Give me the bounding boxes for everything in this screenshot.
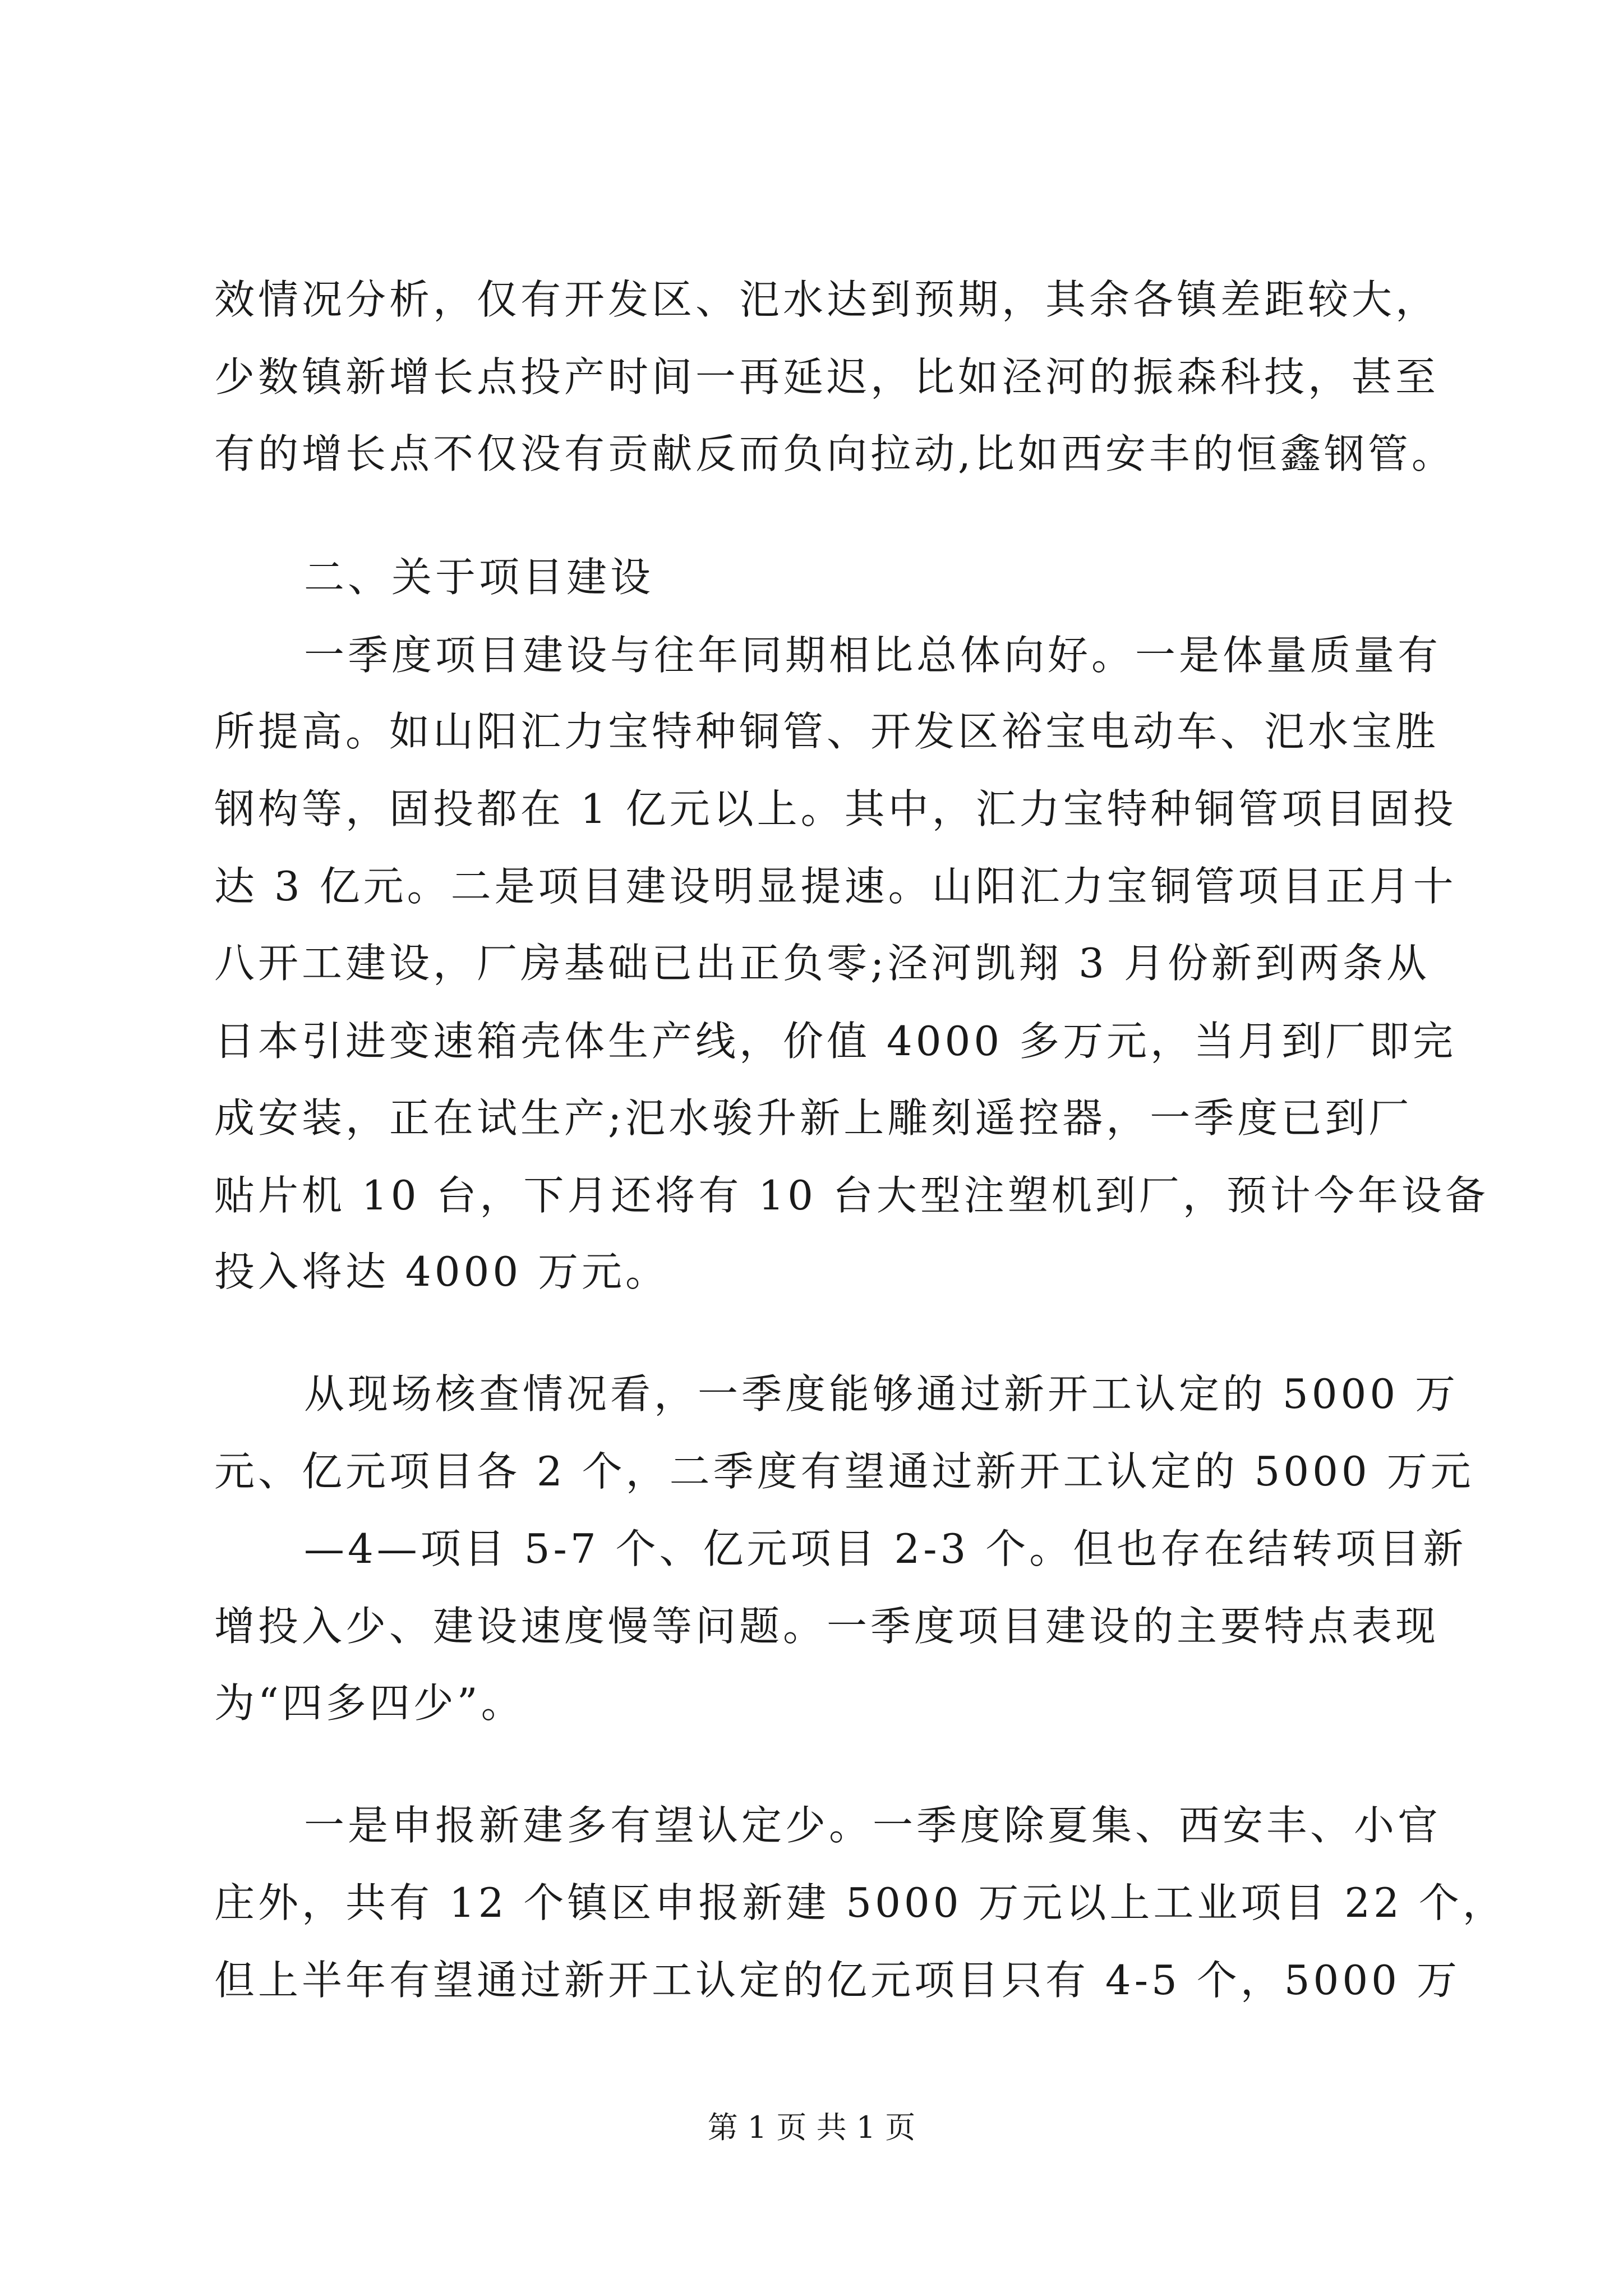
- body-text-line: 有的增长点不仅没有贡献反而负向拉动,比如西安丰的恒鑫钢管。: [214, 430, 1455, 477]
- page-footer: 第 1 页 共 1 页: [707, 2110, 916, 2145]
- body-text-line: 一季度项目建设与往年同期相比总体向好。一是体量质量有: [304, 632, 1442, 679]
- body-text-line: 成安装，正在试生产;汜水骏升新上雕刻遥控器，一季度已到厂: [214, 1094, 1413, 1142]
- body-text-line: 贴片机 10 台，下月还将有 10 台大型注塑机到厂，预计今年设备: [214, 1172, 1489, 1219]
- body-text-line: 但上半年有望通过新开工认定的亿元项目只有 4-5 个，5000 万: [214, 1957, 1460, 2004]
- body-text-line: 元、亿元项目各 2 个，二季度有望通过新开工认定的 5000 万元: [214, 1448, 1474, 1495]
- body-text-line: 庄外，共有 12 个镇区申报新建 5000 万元以上工业项目 22 个，: [214, 1879, 1506, 1926]
- body-text-line: 日本引进变速箱壳体生产线，价值 4000 多万元，当月到厂即完: [214, 1018, 1457, 1065]
- body-text-line: 一是申报新建多有望认定少。一季度除夏集、西安丰、小官: [304, 1802, 1442, 1849]
- body-text-line: 增投入少、建设速度慢等问题。一季度项目建设的主要特点表现: [214, 1603, 1440, 1650]
- body-text-line: 投入将达 4000 万元。: [214, 1248, 670, 1295]
- body-text-line: 达 3 亿元。二是项目建设明显提速。山阳汇力宝铜管项目正月十: [214, 863, 1457, 910]
- section-heading: 二、关于项目建设: [304, 554, 654, 601]
- body-text-line: —4—项目 5-7 个、亿元项目 2-3 个。但也存在结转项目新: [304, 1525, 1467, 1572]
- body-text-line: 少数镇新增长点投产时间一再延迟，比如泾河的振森科技，甚至: [214, 353, 1440, 401]
- body-text-line: 所提高。如山阳汇力宝特种铜管、开发区裕宝电动车、汜水宝胜: [214, 708, 1440, 755]
- body-text-line: 从现场核查情况看，一季度能够通过新开工认定的 5000 万: [304, 1370, 1459, 1418]
- body-text-line: 八开工建设，厂房基础已出正负零;泾河凯翔 3 月份新到两条从: [214, 940, 1430, 987]
- body-text-line: 为“四多四少”。: [214, 1680, 525, 1727]
- body-text-line: 效情况分析，仅有开发区、汜水达到预期，其余各镇差距较大，: [214, 276, 1440, 323]
- body-text-line: 钢构等，固投都在 1 亿元以上。其中，汇力宝特种铜管项目固投: [214, 785, 1457, 832]
